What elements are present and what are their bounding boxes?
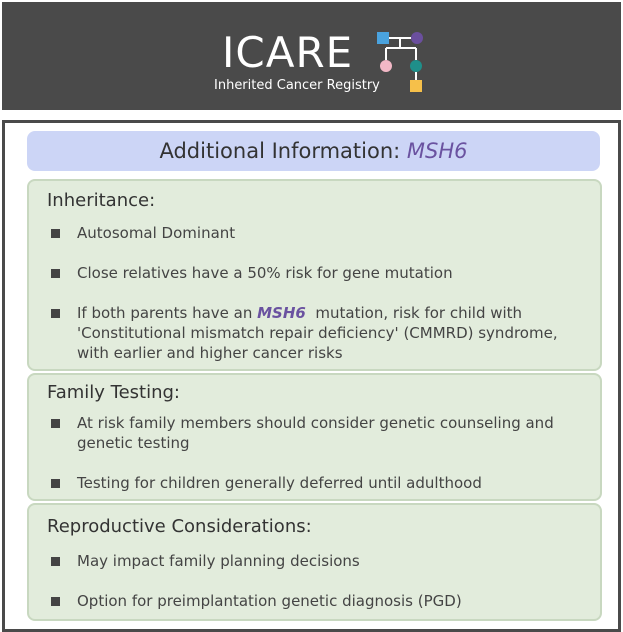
item-gene: MSH6 — [257, 304, 306, 322]
item-text: If both parents have an — [77, 304, 258, 322]
item-text: genetic testing — [77, 434, 190, 452]
bullet-icon — [51, 557, 60, 566]
item-text: mutation, risk for child with — [305, 304, 523, 322]
header-banner — [2, 2, 621, 110]
bullet-icon — [51, 229, 60, 238]
section-title-reproductive: Reproductive Considerations: — [47, 516, 312, 537]
list-item — [77, 413, 567, 453]
section-title-family-testing: Family Testing: — [47, 382, 180, 403]
list-item: Autosomal Dominant — [77, 224, 236, 242]
list-item: May impact family planning decisions — [77, 552, 360, 570]
item-text: with earlier and higher cancer risks — [77, 344, 343, 362]
section-title-inheritance: Inheritance: — [47, 190, 156, 211]
list-item: Option for preimplantation genetic diagnosis (PGD) — [77, 592, 462, 610]
page-title — [27, 131, 600, 171]
logo-wordmark: ICARE — [222, 28, 354, 77]
list-item: Testing for children generally deferred until adulthood — [77, 474, 482, 492]
bullet-icon — [51, 419, 60, 428]
bullet-icon — [51, 597, 60, 606]
section-inheritance — [27, 179, 602, 371]
list-item — [77, 303, 567, 363]
list-item: Close relatives have a 50% risk for gene mutation — [77, 264, 453, 282]
title-prefix: Additional Information: — [159, 139, 407, 163]
section-reproductive — [27, 503, 602, 621]
bullet-icon — [51, 309, 60, 318]
info-panel — [2, 120, 621, 632]
pedigree-logo-icon — [372, 30, 432, 96]
section-family-testing — [27, 373, 602, 501]
bullet-icon — [51, 479, 60, 488]
item-text: At risk family members should consider genetic counseling and — [77, 414, 554, 432]
logo-subtitle: Inherited Cancer Registry — [214, 78, 380, 93]
item-text: 'Constitutional mismatch repair deficiency' (CMMRD) syndrome, — [77, 324, 558, 342]
bullet-icon — [51, 269, 60, 278]
title-gene: MSH6 — [406, 139, 468, 163]
